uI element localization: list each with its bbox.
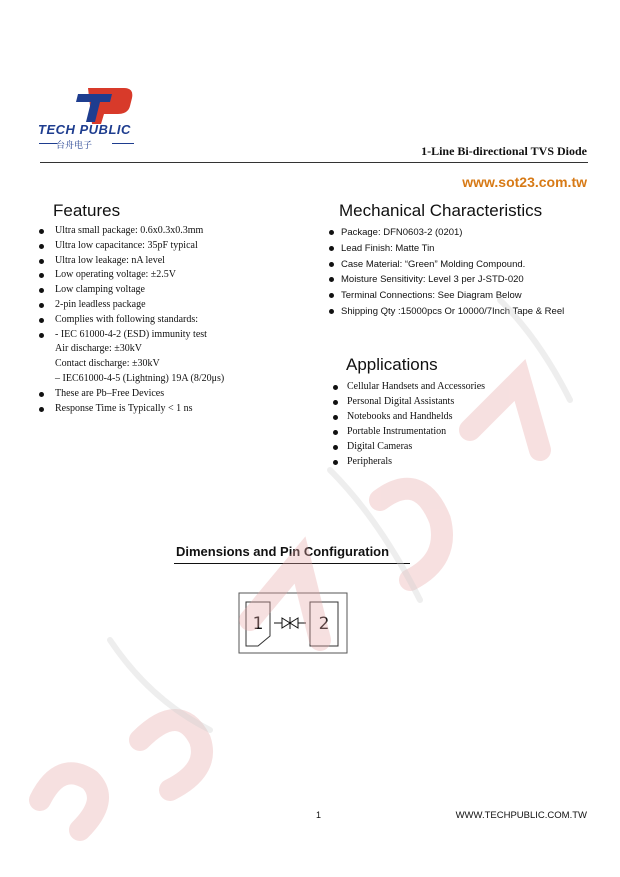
mechanical-list — [327, 225, 607, 320]
bullet-icon — [39, 288, 44, 293]
list-sub-item: Air discharge: ±30kV — [55, 343, 142, 355]
list-item: Ultra small package: 0.6x0.3x0.3mm — [38, 224, 308, 239]
list-item: Ultra low capacitance: 35pF typical — [38, 239, 308, 254]
list-item: Cellular Handsets and Accessories — [331, 380, 571, 395]
applications-list — [331, 380, 571, 469]
pin-configuration-diagram — [238, 592, 348, 654]
features-heading: Features — [53, 201, 121, 220]
brand-divider-left — [39, 143, 57, 144]
bullet-icon — [333, 445, 338, 450]
bullet-icon — [39, 392, 44, 397]
bullet-icon — [329, 230, 334, 235]
pin2-label: 2 — [318, 614, 330, 634]
bullet-icon — [333, 430, 338, 435]
bullet-icon — [329, 246, 334, 251]
list-item: - IEC 61000-4-2 (ESD) immunity test — [38, 328, 308, 343]
list-item: Low clamping voltage — [38, 283, 308, 298]
mechanical-heading: Mechanical Characteristics — [339, 201, 543, 220]
list-item: Peripherals — [331, 455, 571, 470]
bullet-icon — [39, 259, 44, 264]
bullet-icon — [39, 229, 44, 234]
list-item: Low operating voltage: ±2.5V — [38, 268, 308, 283]
bullet-icon — [333, 415, 338, 420]
website-link[interactable]: www.sot23.com.tw — [462, 174, 587, 190]
bullet-icon — [39, 333, 44, 338]
list-item: These are Pb–Free Devices — [38, 387, 308, 402]
bullet-icon — [39, 244, 44, 249]
bullet-icon — [39, 407, 44, 412]
list-item: Case Material: “Green” Molding Compound. — [327, 257, 607, 273]
bullet-icon — [39, 318, 44, 323]
features-list — [38, 224, 308, 416]
page-number: 1 — [316, 810, 322, 820]
list-item: Personal Digital Assistants — [331, 395, 571, 410]
bullet-icon — [333, 460, 338, 465]
bullet-icon — [39, 273, 44, 278]
list-item: 2-pin leadless package — [38, 298, 308, 313]
list-item: Shipping Qty :15000pcs Or 10000/7Inch Tape & Reel — [327, 304, 607, 320]
list-item: Response Time is Typically < 1 ns — [38, 402, 308, 417]
footer-url[interactable]: WWW.TECHPUBLIC.COM.TW — [455, 810, 587, 821]
bullet-icon — [329, 309, 334, 314]
bullet-icon — [329, 277, 334, 282]
pin1-label: 1 — [252, 614, 264, 634]
brand-divider-right — [112, 143, 134, 144]
header-divider — [40, 162, 588, 163]
list-item: Package: DFN0603-2 (0201) — [327, 225, 607, 241]
document-title: 1-Line Bi-directional TVS Diode — [421, 144, 587, 158]
bullet-icon — [39, 303, 44, 308]
brand-name: TECH PUBLIC — [38, 122, 131, 137]
bullet-icon — [329, 262, 334, 267]
list-item: Digital Cameras — [331, 440, 571, 455]
bullet-icon — [329, 293, 334, 298]
list-sub-item: Contact discharge: ±30kV — [55, 358, 160, 370]
list-item: Complies with following standards: — [38, 313, 308, 328]
list-item: Portable Instrumentation — [331, 425, 571, 440]
bullet-icon — [333, 400, 338, 405]
brand-subtitle: 台舟电子 — [56, 140, 93, 150]
list-item: Ultra low leakage: nA level — [38, 254, 308, 269]
list-item: Moisture Sensitivity: Level 3 per J-STD-020 — [327, 272, 607, 288]
dimensions-heading: Dimensions and Pin Configuration — [176, 544, 390, 559]
list-item: Terminal Connections: See Diagram Below — [327, 288, 607, 304]
list-item: Lead Finish: Matte Tin — [327, 241, 607, 257]
list-sub-item: – IEC61000-4-5 (Lightning) 19A (8/20μs) — [55, 372, 225, 384]
dimensions-underline — [174, 563, 410, 564]
bullet-icon — [333, 385, 338, 390]
list-item: Notebooks and Handhelds — [331, 410, 571, 425]
applications-heading: Applications — [346, 355, 438, 374]
